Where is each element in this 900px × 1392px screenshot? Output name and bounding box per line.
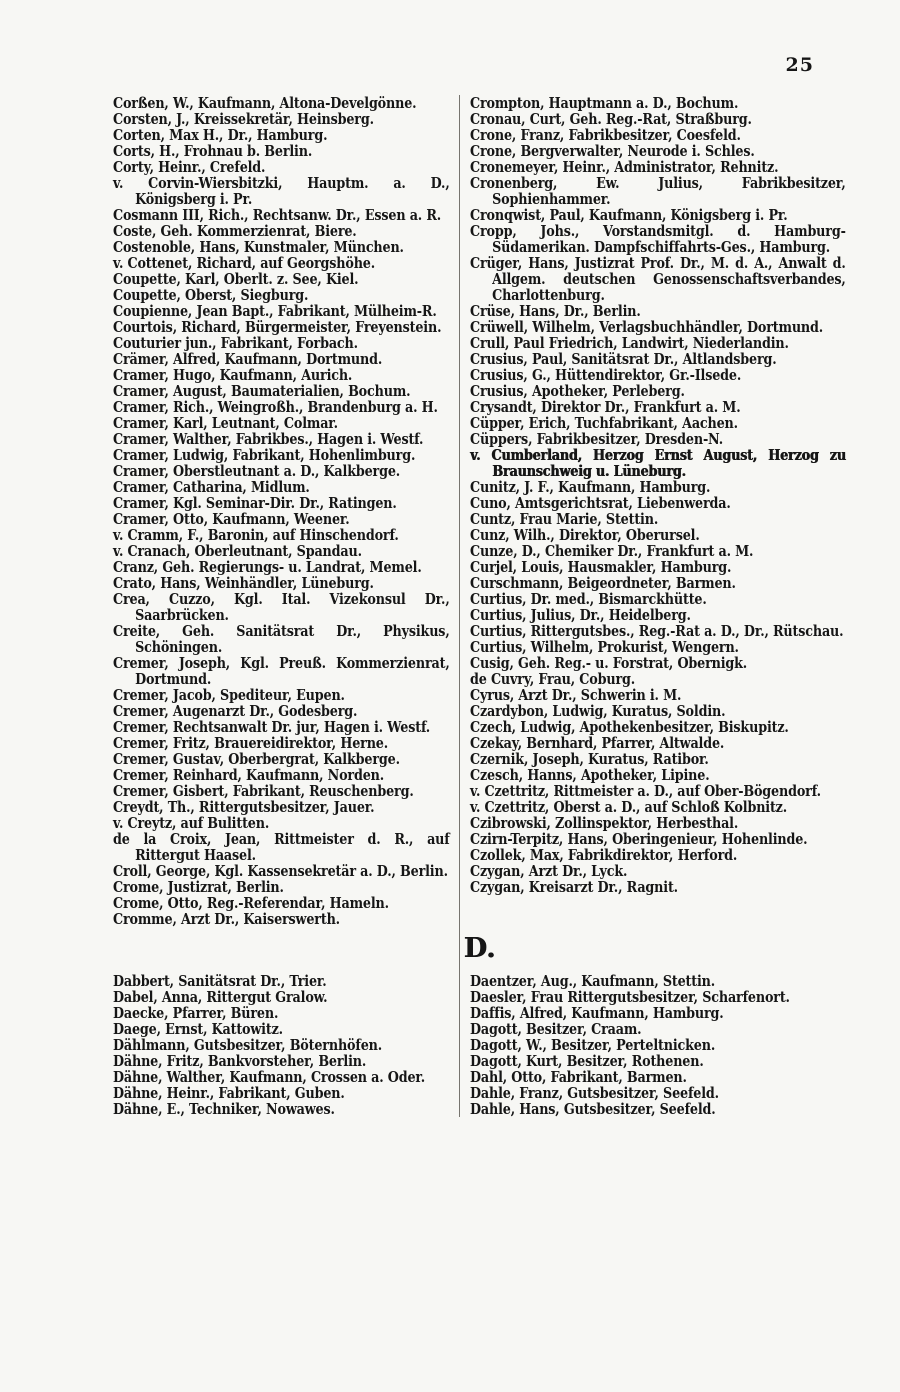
directory-entry: Cosmann III, Rich., Rechtsanw. Dr., Essen a. R.	[113, 206, 442, 224]
directory-entry: v. Czettritz, Oberst a. D., auf Schloß Kolbnitz.	[470, 798, 788, 816]
directory-entry: Crysandt, Direktor Dr., Frankfurt a. M.	[470, 398, 741, 416]
directory-entry: Corty, Heinr., Crefeld.	[113, 158, 266, 176]
directory-entry: Crusius, Apotheker, Perleberg.	[470, 382, 685, 400]
directory-entry: Dählmann, Gutsbesitzer, Böternhöfen.	[113, 1036, 383, 1054]
page-number: 25	[785, 54, 814, 76]
directory-entry: Cremer, Fritz, Brauereidirektor, Herne.	[113, 734, 389, 752]
directory-entry: Cremer, Joseph, Kgl. Preuß. Kommerzienrat, Dortmund.	[113, 654, 450, 688]
directory-entry: Cusig, Geh. Reg.- u. Forstrat, Obernigk.	[470, 654, 748, 672]
directory-entry: Corten, Max H., Dr., Hamburg.	[113, 126, 328, 144]
directory-entry: Cramer, Rich., Weingroßh., Brandenburg a. H.	[113, 398, 438, 416]
directory-entry: Czygan, Arzt Dr., Lyck.	[470, 862, 628, 880]
directory-entry: Crone, Bergverwalter, Neurode i. Schles.	[470, 142, 755, 160]
directory-entry: Courtois, Richard, Bürgermeister, Freyenstein.	[113, 318, 442, 336]
directory-entry: Dahle, Hans, Gutsbesitzer, Seefeld.	[470, 1100, 716, 1118]
directory-entry: Dähne, Walther, Kaufmann, Crossen a. Oder.	[113, 1068, 426, 1086]
directory-entry: v. Corvin-Wiersbitzki, Hauptm. a. D., Königsberg i. Pr.	[113, 174, 450, 208]
directory-entry: Dagott, Kurt, Besitzer, Rothenen.	[470, 1052, 704, 1070]
directory-entry: v. Czettritz, Rittmeister a. D., auf Ober-Bögendorf.	[470, 782, 821, 800]
directory-entry: Dahl, Otto, Fabrikant, Barmen.	[470, 1068, 687, 1086]
directory-entry: Crüse, Hans, Dr., Berlin.	[470, 302, 641, 320]
directory-entry: Cramer, August, Baumaterialien, Bochum.	[113, 382, 411, 400]
directory-entry: Coupienne, Jean Bapt., Fabrikant, Mülheim-R.	[113, 302, 437, 320]
right-column-section-d	[470, 973, 846, 1117]
directory-entry: v. Cranach, Oberleutnant, Spandau.	[113, 542, 362, 560]
directory-entry: Cramer, Karl, Leutnant, Colmar.	[113, 414, 338, 432]
left-column-section-d	[113, 973, 450, 1117]
directory-entry: Cüppers, Fabrikbesitzer, Dresden-N.	[470, 430, 724, 448]
directory-entry: Cronenberg, Ew. Julius, Fabrikbesitzer, Sophienhammer.	[470, 174, 846, 208]
directory-entry: Czech, Ludwig, Apothekenbesitzer, Biskupitz.	[470, 718, 789, 736]
directory-entry: Crea, Cuzzo, Kgl. Ital. Vizekonsul Dr., Saarbrücken.	[113, 590, 450, 624]
directory-entry: Corßen, W., Kaufmann, Altona-Develgönne.	[113, 94, 417, 112]
directory-entry: v. Cottenet, Richard, auf Georgshöhe.	[113, 254, 376, 272]
directory-entry: Curjel, Louis, Hausmakler, Hamburg.	[470, 558, 732, 576]
directory-entry: Crome, Justizrat, Berlin.	[113, 878, 284, 896]
directory-entry: Curtius, Julius, Dr., Heidelberg.	[470, 606, 691, 624]
directory-entry: Coste, Geh. Kommerzienrat, Biere.	[113, 222, 357, 240]
directory-entry: Crull, Paul Friedrich, Landwirt, Niederlandin.	[470, 334, 789, 352]
directory-entry: Cramer, Oberstleutnant a. D., Kalkberge.	[113, 462, 401, 480]
directory-entry: Czesch, Hanns, Apotheker, Lipine.	[470, 766, 710, 784]
left-column-section-c	[113, 95, 450, 927]
directory-entry: Creite, Geh. Sanitätsrat Dr., Physikus, Schöningen.	[113, 622, 450, 656]
directory-entry: Crome, Otto, Reg.-Referendar, Hameln.	[113, 894, 389, 912]
directory-entry: Cyrus, Arzt Dr., Schwerin i. M.	[470, 686, 682, 704]
directory-entry: Cronemeyer, Heinr., Administrator, Rehnitz.	[470, 158, 779, 176]
directory-entry: Cramer, Kgl. Seminar-Dir. Dr., Ratingen.	[113, 494, 397, 512]
directory-entry: Czirn-Terpitz, Hans, Oberingenieur, Hohenlinde.	[470, 830, 808, 848]
directory-entry: Crüwell, Wilhelm, Verlagsbuchhändler, Dortmund.	[470, 318, 824, 336]
directory-entry: v. Creytz, auf Bulitten.	[113, 814, 270, 832]
directory-entry: Dagott, W., Besitzer, Perteltnicken.	[470, 1036, 716, 1054]
directory-entry: Dähne, Heinr., Fabrikant, Guben.	[113, 1084, 345, 1102]
directory-entry: Dagott, Besitzer, Craam.	[470, 1020, 642, 1038]
directory-entry: Czardybon, Ludwig, Kuratus, Soldin.	[470, 702, 726, 720]
directory-entry: Creydt, Th., Rittergutsbesitzer, Jauer.	[113, 798, 375, 816]
directory-entry: Couturier jun., Fabrikant, Forbach.	[113, 334, 358, 352]
directory-entry: Cropp, Johs., Vorstandsmitgl. d. Hamburg-Südamerikan. Dampfschiffahrts-Ges., Hamburg.	[470, 222, 846, 256]
directory-entry: Cromme, Arzt Dr., Kaiserswerth.	[113, 910, 340, 928]
directory-entry: Curschmann, Beigeordneter, Barmen.	[470, 574, 736, 592]
directory-entry: Cramer, Hugo, Kaufmann, Aurich.	[113, 366, 353, 384]
directory-entry: Daesler, Frau Rittergutsbesitzer, Scharfenort.	[470, 988, 790, 1006]
directory-entry: Curtius, Dr. med., Bismarckhütte.	[470, 590, 707, 608]
directory-entry: Cremer, Jacob, Spediteur, Eupen.	[113, 686, 345, 704]
directory-entry: Cramer, Otto, Kaufmann, Weener.	[113, 510, 350, 528]
directory-entry: Cramer, Catharina, Midlum.	[113, 478, 310, 496]
directory-entry: Czygan, Kreisarzt Dr., Ragnit.	[470, 878, 678, 896]
right-column-section-c	[470, 95, 846, 895]
directory-entry: Cremer, Augenarzt Dr., Godesberg.	[113, 702, 358, 720]
directory-entry: Daege, Ernst, Kattowitz.	[113, 1020, 283, 1038]
directory-entry: Cunz, Wilh., Direktor, Oberursel.	[470, 526, 700, 544]
directory-entry: Czernik, Joseph, Kuratus, Ratibor.	[470, 750, 709, 768]
directory-entry: Cuno, Amtsgerichtsrat, Liebenwerda.	[470, 494, 731, 512]
directory-entry: Daecke, Pfarrer, Büren.	[113, 1004, 279, 1022]
directory-entry: Cronqwist, Paul, Kaufmann, Königsberg i. Pr.	[470, 206, 788, 224]
directory-entry: Cronau, Curt, Geh. Reg.-Rat, Straßburg.	[470, 110, 752, 128]
directory-entry: Crompton, Hauptmann a. D., Bochum.	[470, 94, 739, 112]
directory-entry: Cüpper, Erich, Tuchfabrikant, Aachen.	[470, 414, 738, 432]
directory-entry: Cremer, Gisbert, Fabrikant, Reuschenberg.	[113, 782, 414, 800]
directory-entry: Cranz, Geh. Regierungs- u. Landrat, Memel.	[113, 558, 422, 576]
directory-entry: Curtius, Rittergutsbes., Reg.-Rat a. D., Dr., Rütschau.	[470, 622, 844, 640]
directory-entry: de Cuvry, Frau, Coburg.	[470, 670, 636, 688]
directory-entry: Czollek, Max, Fabrikdirektor, Herford.	[470, 846, 738, 864]
directory-entry: Dahle, Franz, Gutsbesitzer, Seefeld.	[470, 1084, 719, 1102]
directory-entry: Corsten, J., Kreissekretär, Heinsberg.	[113, 110, 374, 128]
directory-entry: Cunitz, J. F., Kaufmann, Hamburg.	[470, 478, 711, 496]
section-heading-d: D.	[463, 933, 496, 964]
directory-entry: Crämer, Alfred, Kaufmann, Dortmund.	[113, 350, 383, 368]
directory-entry: Cremer, Gustav, Oberbergrat, Kalkberge.	[113, 750, 400, 768]
directory-entry: Crone, Franz, Fabrikbesitzer, Coesfeld.	[470, 126, 741, 144]
directory-entry: Coupette, Oberst, Siegburg.	[113, 286, 309, 304]
directory-entry: Curtius, Wilhelm, Prokurist, Wengern.	[470, 638, 739, 656]
directory-entry: Czibrowski, Zollinspektor, Herbesthal.	[470, 814, 739, 832]
directory-entry: Cunze, D., Chemiker Dr., Frankfurt a. M.	[470, 542, 754, 560]
directory-entry: v. Cumberland, Herzog Ernst August, Herzog zu Braunschweig u. Lüneburg.	[470, 446, 846, 480]
directory-entry: Croll, George, Kgl. Kassensekretär a. D., Berlin.	[113, 862, 448, 880]
directory-entry: Czekay, Bernhard, Pfarrer, Altwalde.	[470, 734, 725, 752]
directory-entry: Dabel, Anna, Rittergut Gralow.	[113, 988, 328, 1006]
directory-entry: Dähne, Fritz, Bankvorsteher, Berlin.	[113, 1052, 367, 1070]
directory-entry: v. Cramm, F., Baronin, auf Hinschendorf.	[113, 526, 399, 544]
directory-entry: Cremer, Reinhard, Kaufmann, Norden.	[113, 766, 385, 784]
directory-entry: Cramer, Walther, Fabrikbes., Hagen i. Westf.	[113, 430, 424, 448]
directory-entry: Cuntz, Frau Marie, Stettin.	[470, 510, 659, 528]
directory-entry: Crüger, Hans, Justizrat Prof. Dr., M. d. A., Anwalt d. Allgem. deutschen Genossenschaftsverbandes, Charlottenburg.	[470, 254, 846, 304]
directory-entry: de la Croix, Jean, Rittmeister d. R., auf Rittergut Haasel.	[113, 830, 450, 864]
directory-entry: Crusius, Paul, Sanitätsrat Dr., Altlandsberg.	[470, 350, 777, 368]
directory-entry: Daentzer, Aug., Kaufmann, Stettin.	[470, 972, 716, 990]
directory-entry: Crusius, G., Hüttendirektor, Gr.-Ilsede.	[470, 366, 742, 384]
directory-entry: Corts, H., Frohnau b. Berlin.	[113, 142, 313, 160]
directory-entry: Costenoble, Hans, Kunstmaler, München.	[113, 238, 404, 256]
directory-entry: Dähne, E., Techniker, Nowawes.	[113, 1100, 335, 1118]
directory-entry: Dabbert, Sanitätsrat Dr., Trier.	[113, 972, 327, 990]
directory-entry: Daffis, Alfred, Kaufmann, Hamburg.	[470, 1004, 724, 1022]
directory-entry: Crato, Hans, Weinhändler, Lüneburg.	[113, 574, 374, 592]
directory-entry: Coupette, Karl, Oberlt. z. See, Kiel.	[113, 270, 359, 288]
directory-entry: Cremer, Rechtsanwalt Dr. jur, Hagen i. Westf.	[113, 718, 431, 736]
directory-entry: Cramer, Ludwig, Fabrikant, Hohenlimburg.	[113, 446, 416, 464]
